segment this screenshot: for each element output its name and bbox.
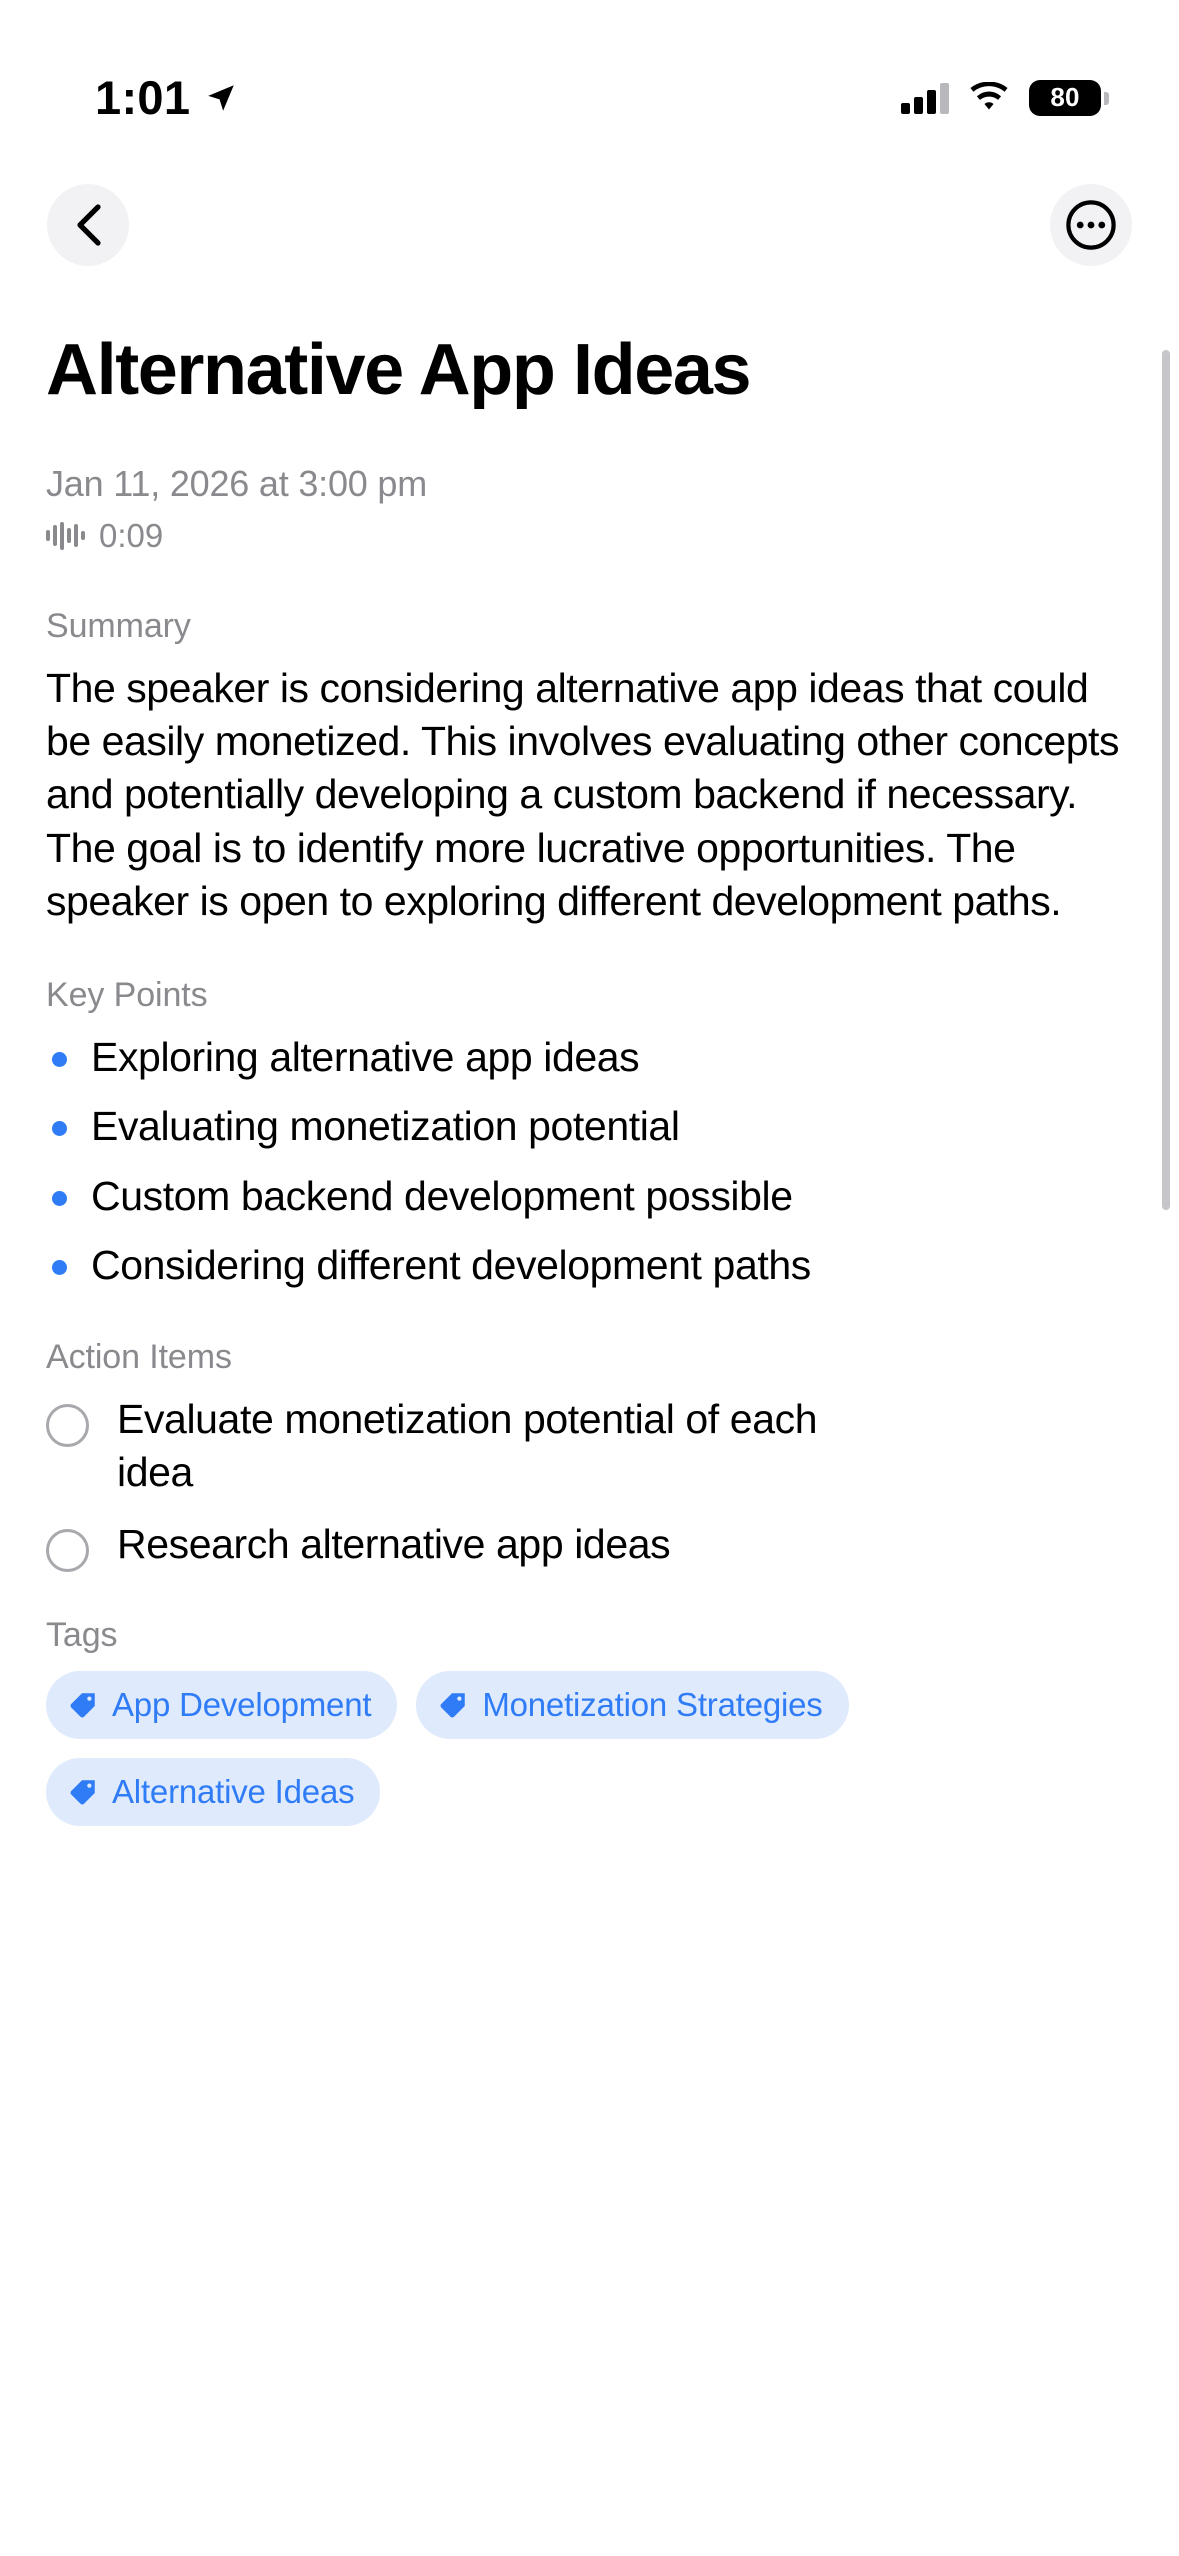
tag-icon: [68, 1777, 98, 1807]
page-title: Alternative App Ideas: [46, 330, 751, 410]
tag-chip[interactable]: [46, 1671, 397, 1739]
list-item: [46, 1031, 1133, 1084]
tags-label: Tags: [46, 1616, 118, 1655]
status-bar-left: [95, 70, 238, 125]
battery-indicator: [1029, 80, 1101, 116]
key-points-label: Key Points: [46, 976, 208, 1015]
navigation-bar: [0, 170, 1179, 280]
action-item-checkbox[interactable]: [46, 1404, 89, 1447]
summary-label: Summary: [46, 606, 191, 645]
status-bar: [0, 0, 1179, 140]
battery-level: 80: [1050, 82, 1080, 112]
summary-text: The speaker is considering alternative app ideas that could be easily monetized. This involves evaluating other concepts and potentially developing a custom backend if necessary. The goal is to identify more lucrative opportunities. The speaker is open to exploring different development paths.: [46, 664, 1120, 924]
bullet-dot-icon: [52, 1260, 67, 1275]
tags-container: [46, 1671, 1133, 1826]
list-item: [46, 1100, 1133, 1153]
action-items-label: Action Items: [46, 1338, 232, 1377]
tag-icon: [68, 1690, 98, 1720]
list-item: [46, 1518, 1133, 1572]
bullet-dot-icon: [52, 1121, 67, 1136]
key-point-text: Custom backend development possible: [91, 1172, 793, 1219]
bullet-dot-icon: [52, 1191, 67, 1206]
tag-chip[interactable]: [46, 1758, 380, 1826]
key-point-text: Evaluating monetization potential: [91, 1103, 680, 1150]
tag-label: Alternative Ideas: [112, 1773, 355, 1811]
scrollbar[interactable]: [1162, 350, 1170, 1210]
note-detail-content: [0, 330, 1179, 2556]
wifi-icon: [968, 82, 1010, 114]
location-arrow-icon: [204, 81, 238, 115]
audio-waveform-icon: [46, 521, 85, 551]
chevron-left-icon: [72, 203, 104, 247]
note-duration-row: [46, 517, 1133, 555]
key-point-text: Exploring alternative app ideas: [91, 1034, 640, 1081]
bullet-dot-icon: [52, 1052, 67, 1067]
back-button[interactable]: [47, 184, 129, 266]
note-date: Jan 11, 2026 at 3:00 pm: [46, 462, 428, 504]
list-item: [46, 1170, 1133, 1223]
note-duration: 0:09: [99, 516, 164, 554]
status-time: 1:01: [95, 71, 191, 124]
more-options-button[interactable]: [1050, 184, 1132, 266]
ellipsis-circle-icon: [1065, 199, 1117, 251]
action-item-checkbox[interactable]: [46, 1529, 89, 1572]
key-points-list: [46, 1031, 1133, 1292]
cellular-bars-icon: [901, 82, 949, 114]
status-bar-right: [901, 80, 1101, 116]
action-item-text: Research alternative app ideas: [117, 1521, 671, 1568]
action-items-list: [46, 1393, 1133, 1572]
action-item-text: Evaluate monetization potential of each idea: [117, 1396, 818, 1495]
list-item: [46, 1393, 1133, 1498]
tag-chip[interactable]: [416, 1671, 848, 1739]
key-point-text: Considering different development paths: [91, 1242, 811, 1288]
tag-label: Monetization Strategies: [482, 1686, 823, 1724]
tag-icon: [438, 1690, 468, 1720]
tag-label: App Development: [112, 1686, 372, 1724]
list-item: [46, 1239, 1133, 1292]
